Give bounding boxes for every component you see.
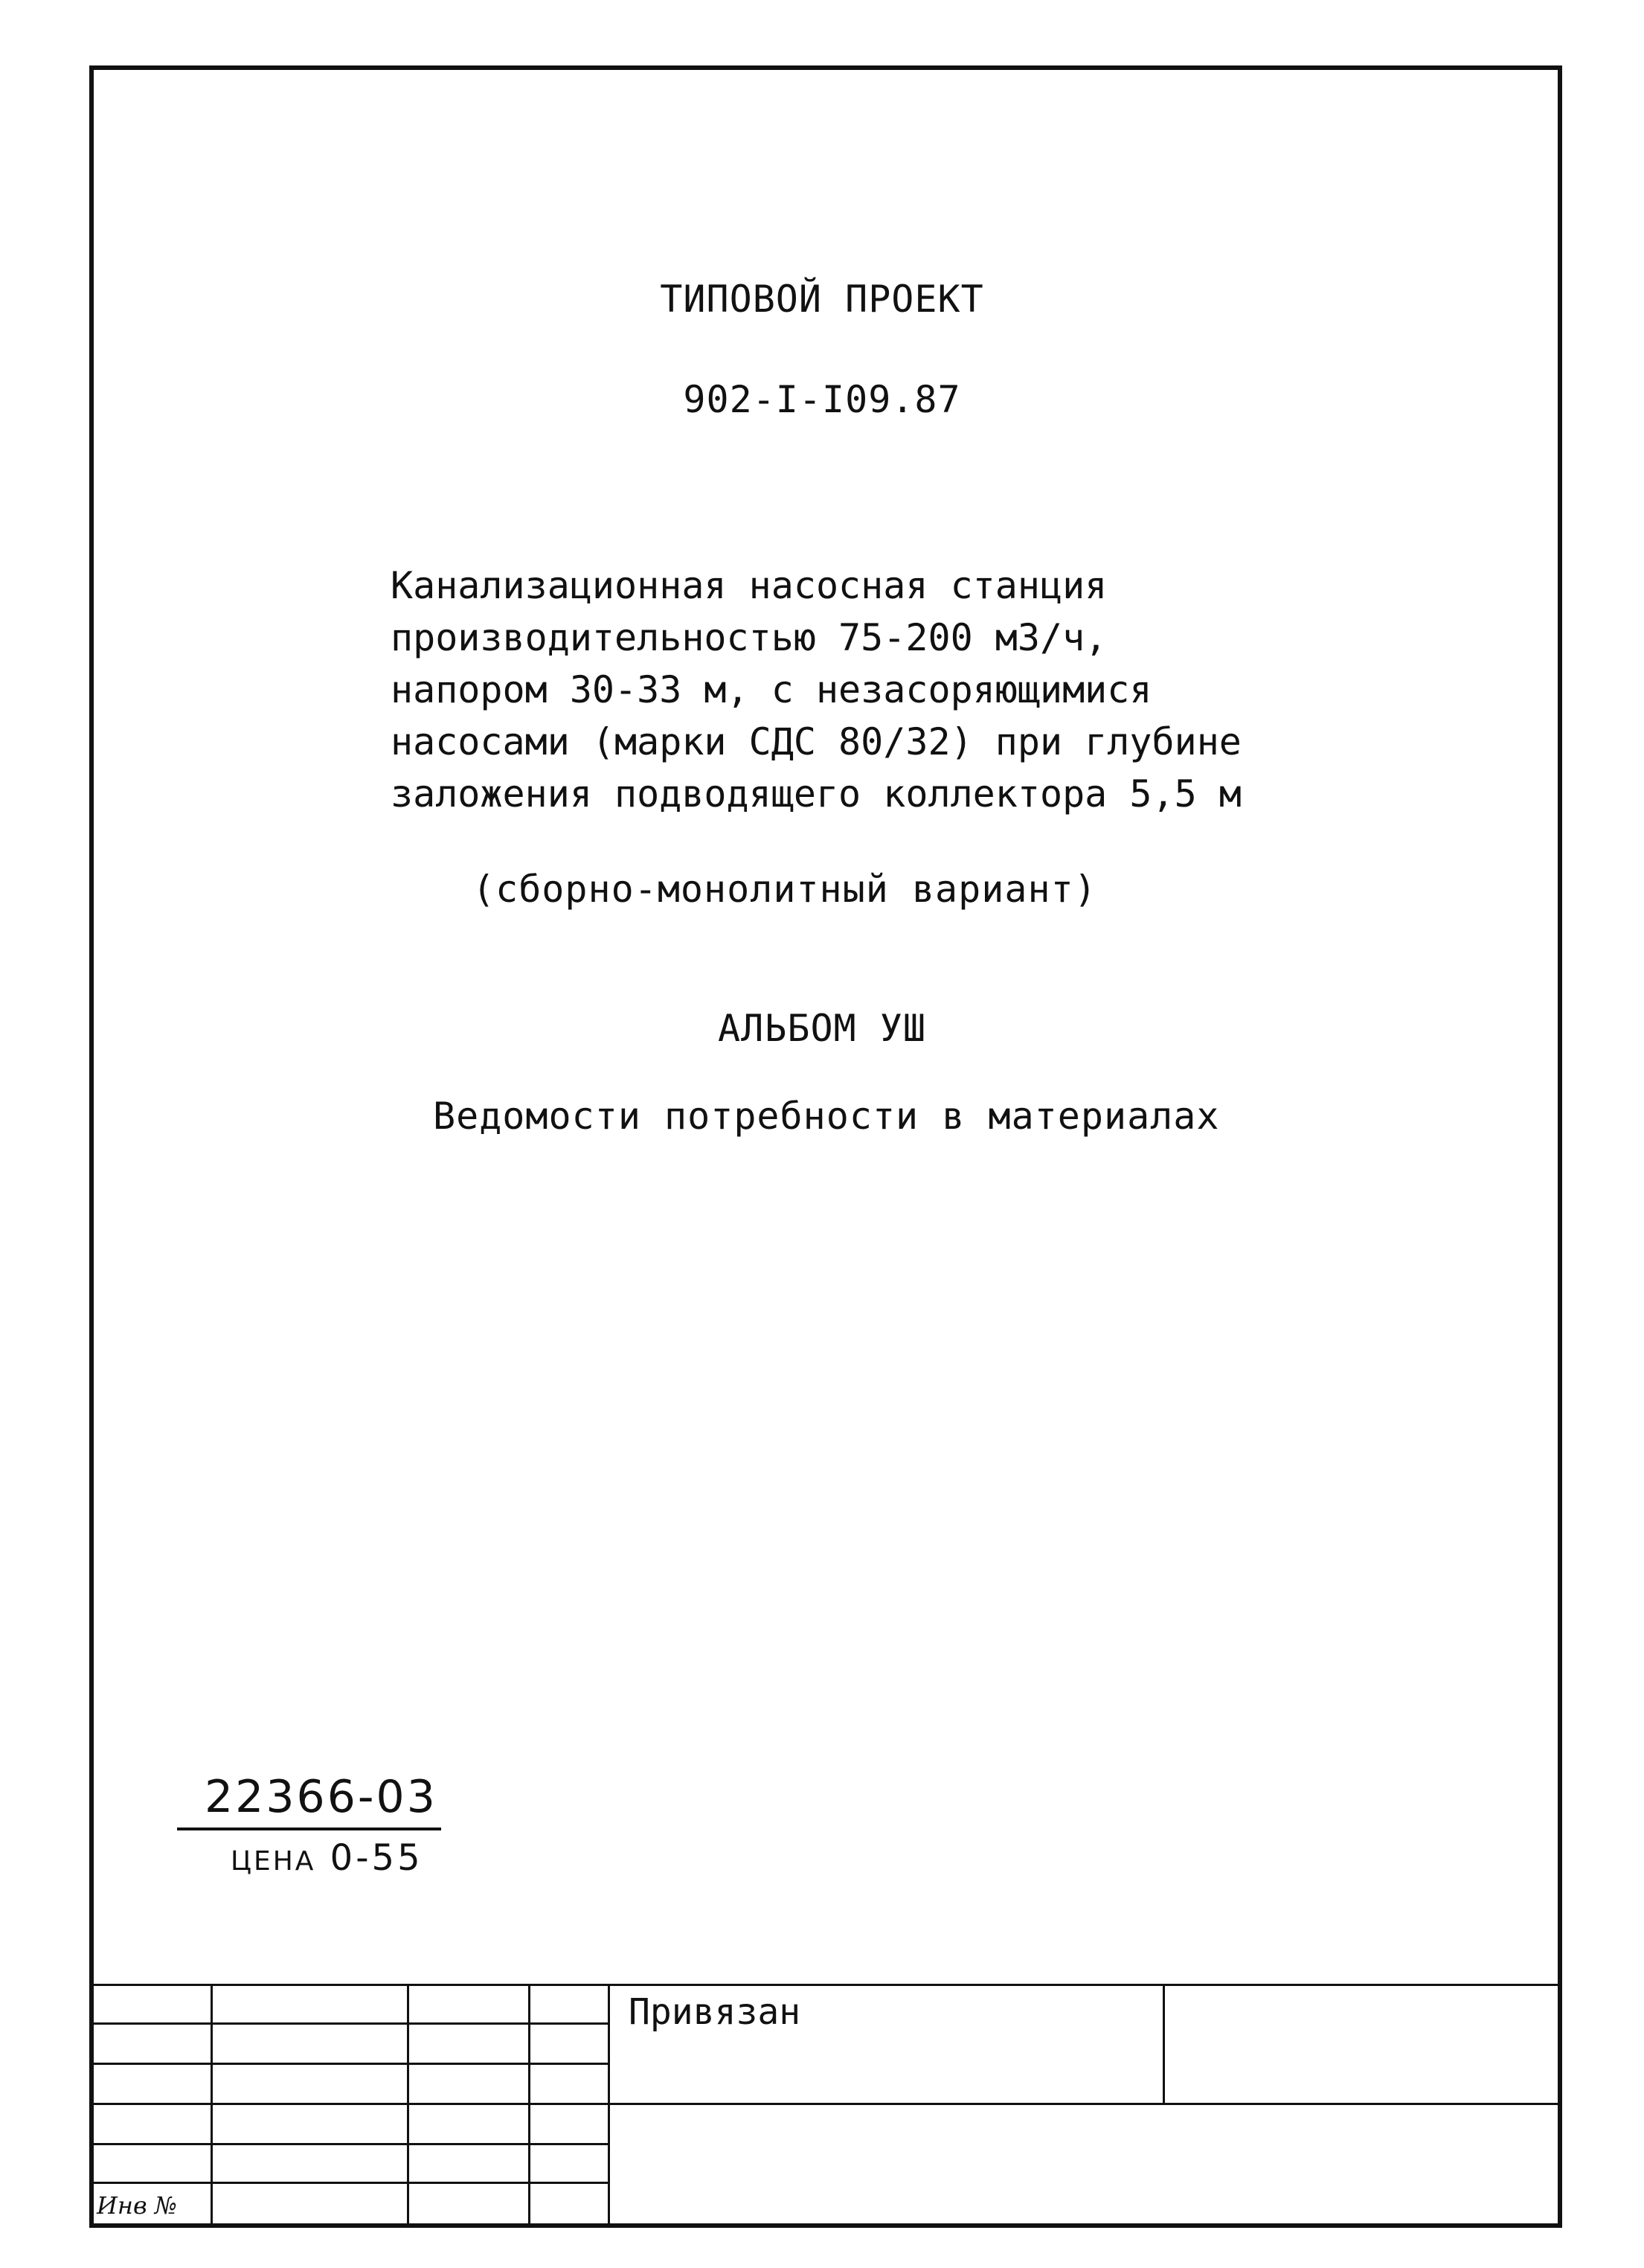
stamp-price [231,1837,423,1879]
document-type-title: ТИПОВОЙ ПРОЕКТ [660,278,984,321]
price-label: ЦЕНА [231,1846,316,1877]
project-description [391,560,1242,820]
grid-line [610,2103,1562,2105]
grid-line [89,2063,610,2065]
grid-column-line [407,1984,409,2226]
album-title: АЛЬБОМ УШ [718,1007,926,1050]
project-code: 902-I-I09.87 [683,378,961,421]
description-line: напором 30-33 м, с незасоряющимися [391,668,1152,711]
grid-line [89,2182,610,2184]
stamp-number: 22366-03 [205,1771,437,1823]
inventory-number-label: Инв № [97,2191,178,2220]
construction-variant: (сборно-монолитный вариант) [472,868,1097,911]
title-block-top-line [89,1984,1562,1986]
grid-column-line [1163,1984,1165,2103]
grid-column-line [528,1984,530,2226]
stamp-underline [177,1827,441,1830]
grid-line [89,2022,610,2025]
description-line: заложения подводящего коллектора 5,5 м [391,772,1242,816]
album-subtitle: Ведомости потребности в материалах [433,1095,1220,1138]
grid-column-line [211,1984,213,2226]
grid-line [89,2103,610,2105]
description-line: Канализационная насосная станция [391,564,1108,607]
price-value: 0-55 [330,1837,423,1879]
description-line: производительностью 75-200 м3/ч, [391,616,1108,659]
grid-column-line [608,1984,610,2226]
description-line: насосами (марки СДС 80/32) при глубине [391,720,1242,763]
grid-line [89,2143,610,2145]
bound-label: Привязан [629,1991,801,2033]
